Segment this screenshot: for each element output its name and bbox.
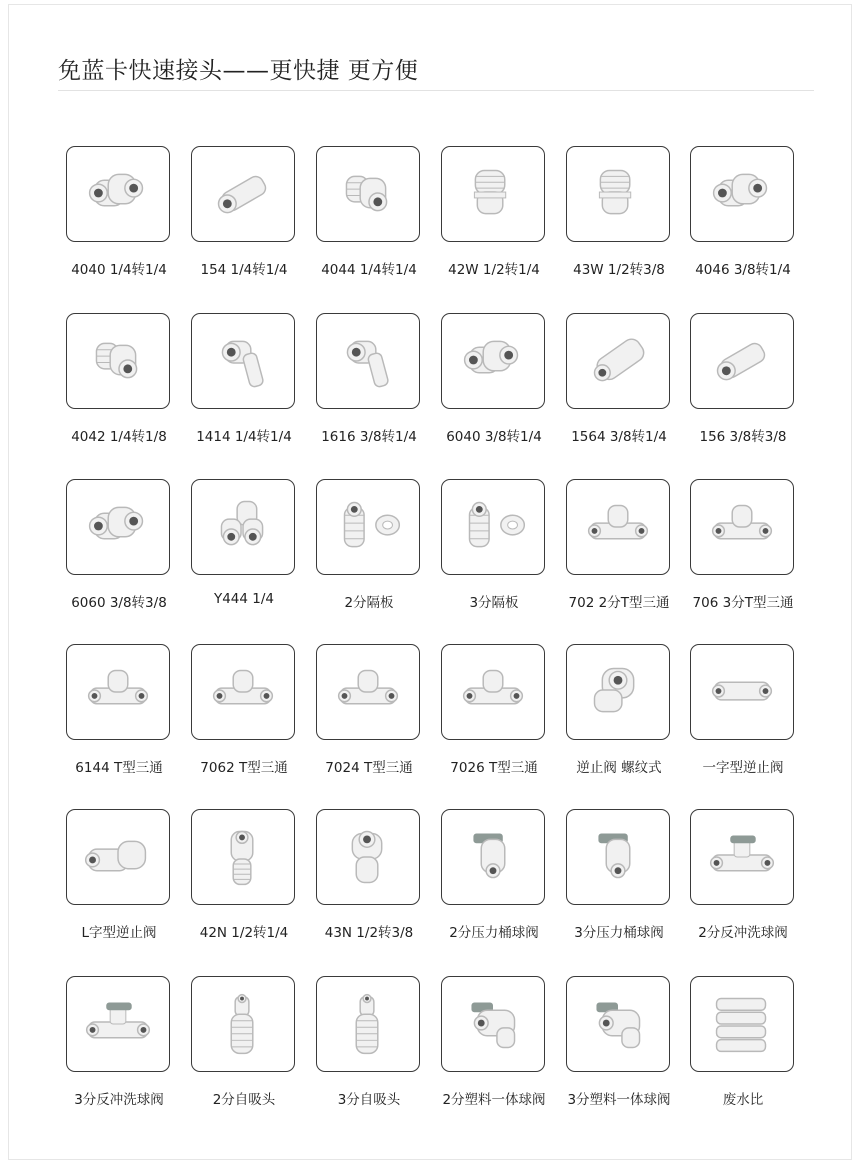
male-adapter-icon [192, 810, 294, 904]
product-image-card [690, 809, 794, 905]
product-image-card [191, 479, 295, 575]
product-image-card [316, 644, 420, 740]
product-image-card [191, 644, 295, 740]
product-item [314, 479, 424, 609]
product-item [564, 976, 674, 1106]
stem-elbow-icon [317, 314, 419, 408]
ball-valve-icon [67, 977, 169, 1071]
product-label: 4040 1/4转1/4 [71, 262, 167, 278]
product-image-card [441, 809, 545, 905]
product-image-card [316, 313, 420, 409]
product-item [564, 313, 674, 443]
product-label: 42W 1/2转1/4 [448, 262, 540, 278]
product-label: 6144 T型三通 [75, 760, 163, 776]
straight-connector-icon [192, 147, 294, 241]
reducer-connector-icon [567, 314, 669, 408]
product-item [564, 644, 674, 774]
product-image-card [66, 644, 170, 740]
tee-fitting-icon [192, 645, 294, 739]
plastic-ball-valve-icon [567, 977, 669, 1071]
product-item [688, 644, 798, 774]
product-item [564, 146, 674, 276]
product-item [439, 976, 549, 1106]
straight-check-valve-icon [691, 645, 793, 739]
product-image-card [566, 644, 670, 740]
product-item [688, 479, 798, 609]
product-label: 一字型逆止阀 [702, 760, 784, 776]
product-item [314, 146, 424, 276]
tank-ball-valve-icon [567, 810, 669, 904]
page-title: 免蓝卡快速接头——更快捷 更方便 [58, 58, 419, 84]
l-check-valve-icon [67, 810, 169, 904]
product-image-card [566, 809, 670, 905]
product-image-card [566, 313, 670, 409]
product-label: 3分隔板 [469, 595, 519, 611]
self-suction-head-icon [192, 977, 294, 1071]
tee-fitting-icon [442, 645, 544, 739]
product-label: 2分压力桶球阀 [449, 925, 539, 941]
product-label: 废水比 [722, 1092, 764, 1108]
product-image-card [566, 146, 670, 242]
product-label: 43N 1/2转3/8 [324, 925, 414, 941]
product-label: 7026 T型三通 [450, 760, 538, 776]
product-item [314, 976, 424, 1106]
product-image-card [566, 976, 670, 1072]
elbow-fitting-icon [691, 147, 793, 241]
title-divider [58, 90, 814, 91]
product-label: 156 3/8转3/8 [699, 429, 787, 445]
product-item [439, 146, 549, 276]
product-image-card [316, 809, 420, 905]
product-image-card [66, 479, 170, 575]
product-item [189, 146, 299, 276]
product-item [189, 644, 299, 774]
product-label: 154 1/4转1/4 [200, 262, 288, 278]
product-image-card [441, 146, 545, 242]
tee-fitting-icon [317, 645, 419, 739]
product-image-card [191, 809, 295, 905]
tank-ball-valve-icon [442, 810, 544, 904]
plastic-ball-valve-icon [442, 977, 544, 1071]
product-item [688, 313, 798, 443]
product-label: 逆止阀 螺纹式 [576, 760, 662, 776]
product-label: 7024 T型三通 [325, 760, 413, 776]
product-item [189, 313, 299, 443]
product-label: 43W 1/2转3/8 [573, 262, 665, 278]
product-label: 2分反冲洗球阀 [698, 925, 788, 941]
product-image-card [690, 644, 794, 740]
bulkhead-fitting-icon [317, 480, 419, 574]
product-item [64, 146, 174, 276]
product-image-card [191, 146, 295, 242]
product-item [564, 809, 674, 939]
product-item [564, 479, 674, 609]
threaded-elbow-icon [67, 314, 169, 408]
product-image-card [441, 479, 545, 575]
check-valve-elbow-icon [567, 645, 669, 739]
product-label: 1564 3/8转1/4 [571, 429, 667, 445]
tee-fitting-icon [691, 480, 793, 574]
product-label: 6040 3/8转1/4 [446, 429, 542, 445]
product-label: L字型逆止阀 [81, 925, 157, 941]
straight-connector-icon [691, 314, 793, 408]
product-item [439, 313, 549, 443]
product-image-card [66, 809, 170, 905]
bulkhead-fitting-icon [442, 480, 544, 574]
product-item [189, 809, 299, 939]
product-label: 6060 3/8转3/8 [71, 595, 167, 611]
product-label: 3分反冲洗球阀 [74, 1092, 164, 1108]
self-suction-head-icon [317, 977, 419, 1071]
product-item [314, 809, 424, 939]
female-adapter-icon [317, 810, 419, 904]
product-image-card [191, 313, 295, 409]
product-image-card [690, 313, 794, 409]
threaded-adapter-icon [567, 147, 669, 241]
product-item [64, 644, 174, 774]
product-label: 3分自吸头 [337, 1092, 401, 1108]
product-label: 4046 3/8转1/4 [695, 262, 791, 278]
y-fitting-icon [192, 480, 294, 574]
product-label: 3分塑料一体球阀 [567, 1092, 671, 1108]
product-label: 2分塑料一体球阀 [442, 1092, 546, 1108]
product-image-card [66, 146, 170, 242]
elbow-fitting-icon [67, 480, 169, 574]
product-image-card [441, 313, 545, 409]
product-image-card [566, 479, 670, 575]
product-label: 2分自吸头 [212, 1092, 276, 1108]
product-label: 1616 3/8转1/4 [321, 429, 417, 445]
product-item [314, 313, 424, 443]
product-image-card [66, 313, 170, 409]
product-label: 2分隔板 [344, 595, 394, 611]
flow-restrictor-icon [691, 977, 793, 1071]
product-label: Y444 1/4 [213, 591, 275, 607]
product-item [439, 809, 549, 939]
product-image-card [690, 976, 794, 1072]
product-item [314, 644, 424, 774]
threaded-elbow-icon [317, 147, 419, 241]
product-item [189, 479, 299, 609]
elbow-fitting-icon [442, 314, 544, 408]
product-item [688, 976, 798, 1106]
product-label: 4044 1/4转1/4 [321, 262, 417, 278]
product-item [64, 479, 174, 609]
product-item [439, 644, 549, 774]
product-image-card [316, 976, 420, 1072]
product-image-card [316, 479, 420, 575]
product-image-card [690, 479, 794, 575]
product-image-card [441, 976, 545, 1072]
product-item [64, 809, 174, 939]
product-label: 42N 1/2转1/4 [199, 925, 289, 941]
ball-valve-icon [691, 810, 793, 904]
elbow-fitting-icon [67, 147, 169, 241]
product-item [189, 976, 299, 1106]
product-image-card [316, 146, 420, 242]
product-item [439, 479, 549, 609]
product-label: 706 3分T型三通 [692, 595, 794, 611]
product-label: 4042 1/4转1/8 [71, 429, 167, 445]
product-image-card [66, 976, 170, 1072]
product-image-card [441, 644, 545, 740]
product-item [688, 146, 798, 276]
tee-fitting-icon [67, 645, 169, 739]
threaded-adapter-icon [442, 147, 544, 241]
product-image-card [191, 976, 295, 1072]
stem-elbow-icon [192, 314, 294, 408]
product-item [64, 976, 174, 1106]
product-label: 7062 T型三通 [200, 760, 288, 776]
product-label: 1414 1/4转1/4 [196, 429, 292, 445]
product-image-card [690, 146, 794, 242]
tee-fitting-icon [567, 480, 669, 574]
product-label: 702 2分T型三通 [568, 595, 670, 611]
product-item [688, 809, 798, 939]
product-item [64, 313, 174, 443]
product-label: 3分压力桶球阀 [574, 925, 664, 941]
